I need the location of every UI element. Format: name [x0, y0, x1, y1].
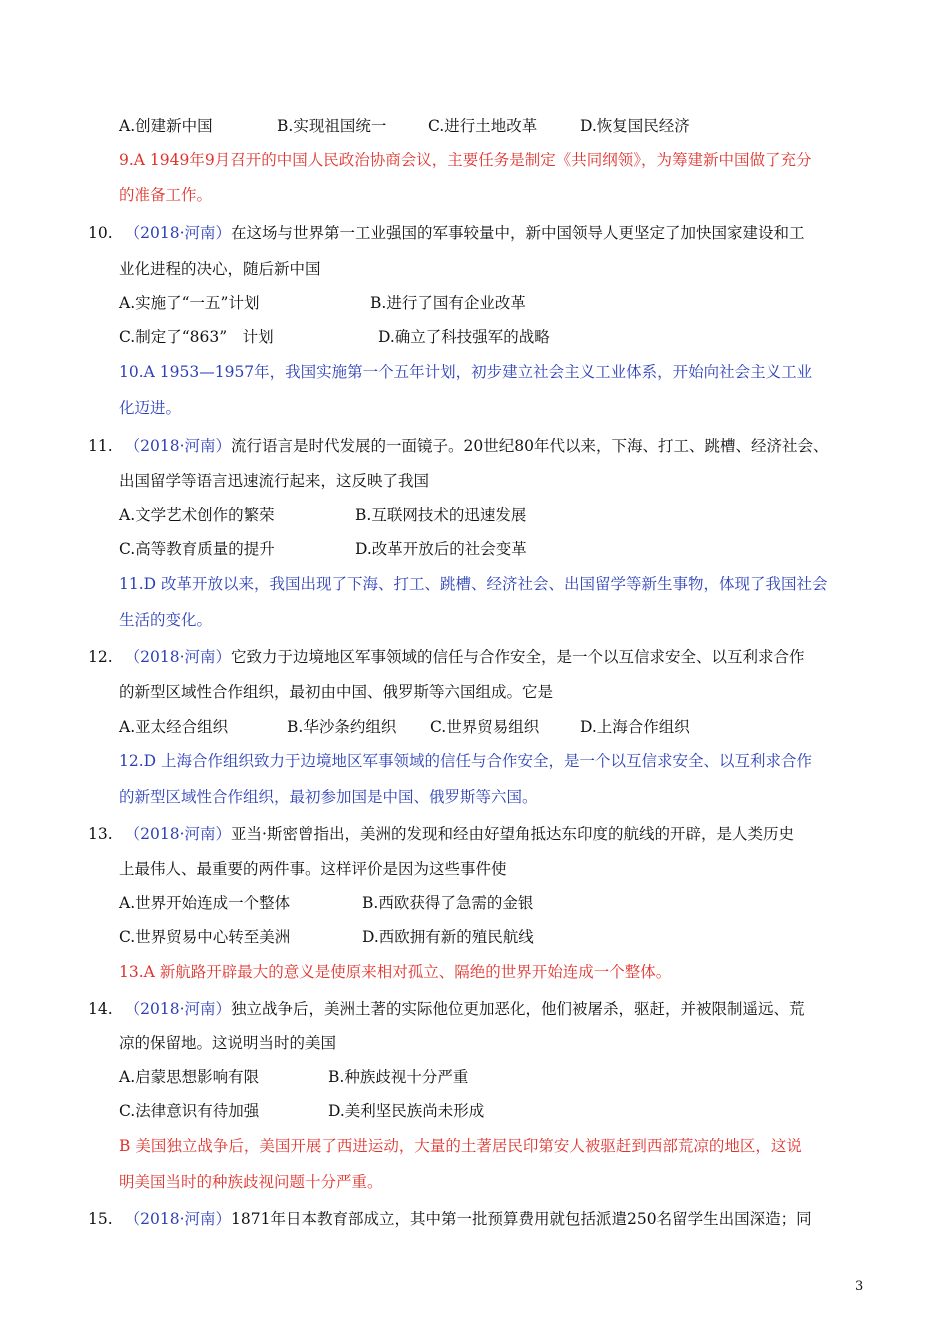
- q11-stem-line1: [88, 435, 828, 457]
- q11-option-a: A.文学艺术创作的繁荣: [119, 506, 275, 524]
- q9-option-b: B.实现祖国统一: [277, 117, 387, 135]
- q14-option-d: D.美利坚民族尚未形成: [328, 1102, 485, 1120]
- q10-stem-text1: 在这场与世界第一工业强国的军事较量中，新中国领导人更坚定了加快国家建设和工: [231, 224, 805, 242]
- q15-stem-line1: [88, 1208, 812, 1230]
- q12-stem-line2: 的新型区域性合作组织，最初由中国、俄罗斯等六国组成。它是: [119, 683, 554, 701]
- q11-answer-line2: 生活的变化。: [119, 611, 213, 629]
- q14-option-b: B.种族歧视十分严重: [328, 1068, 469, 1086]
- q12-number: 12.: [88, 648, 113, 666]
- q13-stem-line1: [88, 823, 794, 845]
- q12-option-a: A.亚太经合组织: [119, 718, 229, 736]
- q14-option-a: A.启蒙思想影响有限: [119, 1068, 260, 1086]
- q13-source: （2018·河南）: [124, 825, 232, 843]
- q11-source: （2018·河南）: [124, 437, 232, 455]
- q13-stem-text1: 亚当·斯密曾指出，美洲的发现和经由好望角抵达东印度的航线的开辟，是人类历史: [231, 825, 794, 843]
- q12-option-d: D.上海合作组织: [580, 718, 690, 736]
- q14-number: 14.: [88, 1000, 113, 1018]
- q13-stem-line2: 上最伟人、最重要的两件事。这样评价是因为这些事件使: [119, 860, 507, 878]
- q10-answer-line2: 化迈进。: [119, 399, 182, 417]
- q9-option-c: C.进行土地改革: [428, 117, 538, 135]
- q13-option-c: C.世界贸易中心转至美洲: [119, 928, 291, 946]
- q11-stem-text1: 流行语言是时代发展的一面镜子。20世纪80年代以来，下海、打工、跳槽、经济社会、: [231, 437, 829, 455]
- q10-stem-line2: 业化进程的决心，随后新中国: [119, 260, 321, 278]
- q10-option-b: B.进行了国有企业改革: [370, 294, 526, 312]
- q14-source: （2018·河南）: [124, 1000, 232, 1018]
- q12-stem-text1: 它致力于边境地区军事领域的信任与合作安全，是一个以互信求安全、以互利求合作: [231, 648, 805, 666]
- q14-option-c: C.法律意识有待加强: [119, 1102, 260, 1120]
- q12-answer-line2: 的新型区域性合作组织，最初参加国是中国、俄罗斯等六国。: [119, 788, 538, 806]
- q10-answer-line1: 10.A 1953—1957年，我国实施第一个五年计划，初步建立社会主义工业体系，开始向社会主义工业: [119, 363, 813, 381]
- q10-source: （2018·河南）: [124, 224, 232, 242]
- q12-stem-line1: [88, 646, 805, 668]
- q10-stem-line1: [88, 222, 805, 244]
- page-number: 3: [855, 1279, 864, 1294]
- q14-answer-line2: 明美国当时的种族歧视问题十分严重。: [119, 1173, 383, 1191]
- q11-stem-line2: 出国留学等语言迅速流行起来，这反映了我国: [119, 472, 430, 490]
- q10-number: 10.: [88, 224, 113, 242]
- q13-answer-line1: 13.A 新航路开辟最大的意义是使原来相对孤立、隔绝的世界开始连成一个整体。: [119, 963, 672, 981]
- q15-stem-text1: 1871年日本教育部成立，其中第一批预算费用就包括派遣250名留学生出国深造；同: [231, 1210, 812, 1228]
- q11-option-b: B.互联网技术的迅速发展: [355, 506, 527, 524]
- q13-option-b: B.西欧获得了急需的金银: [362, 894, 534, 912]
- q13-number: 13.: [88, 825, 113, 843]
- q12-option-b: B.华沙条约组织: [287, 718, 397, 736]
- q9-option-a: A.创建新中国: [119, 117, 213, 135]
- q11-answer-line1: 11.D 改革开放以来，我国出现了下海、打工、跳槽、经济社会、出国留学等新生事物，体现了我国社会: [119, 575, 828, 593]
- q13-option-d: D.西欧拥有新的殖民航线: [362, 928, 534, 946]
- q14-stem-text1: 独立战争后，美洲土著的实际他位更加恶化，他们被屠杀，驱赶，并被限制遥远、荒: [231, 1000, 805, 1018]
- q9-answer-line1: 9.A 1949年9月召开的中国人民政治协商会议，主要任务是制定《共同纲领》，为筹建新中国做了充分: [119, 151, 812, 169]
- q11-number: 11.: [88, 437, 113, 455]
- q10-option-c: C.制定了“863” 计划: [119, 328, 274, 346]
- q12-option-c: C.世界贸易组织: [430, 718, 540, 736]
- q11-option-d: D.改革开放后的社会变革: [355, 540, 527, 558]
- q11-option-c: C.高等教育质量的提升: [119, 540, 275, 558]
- q10-option-d: D.确立了科技强军的战略: [378, 328, 550, 346]
- q9-answer-line2: 的准备工作。: [119, 186, 213, 204]
- q12-source: （2018·河南）: [124, 648, 232, 666]
- q14-stem-line1: [88, 998, 805, 1020]
- q14-answer-line1: B 美国独立战争后，美国开展了西进运动，大量的土著居民印第安人被驱赶到西部荒凉的地区，这说: [119, 1137, 802, 1155]
- q15-number: 15.: [88, 1210, 113, 1228]
- q9-option-d: D.恢复国民经济: [580, 117, 690, 135]
- q13-option-a: A.世界开始连成一个整体: [119, 894, 291, 912]
- q12-answer-line1: 12.D 上海合作组织致力于边境地区军事领域的信任与合作安全，是一个以互信求安全、以互利求合作: [119, 752, 813, 770]
- q14-stem-line2: 凉的保留地。这说明当时的美国: [119, 1034, 337, 1052]
- q15-source: （2018·河南）: [124, 1210, 232, 1228]
- q10-option-a: A.实施了“一五”计划: [119, 294, 260, 312]
